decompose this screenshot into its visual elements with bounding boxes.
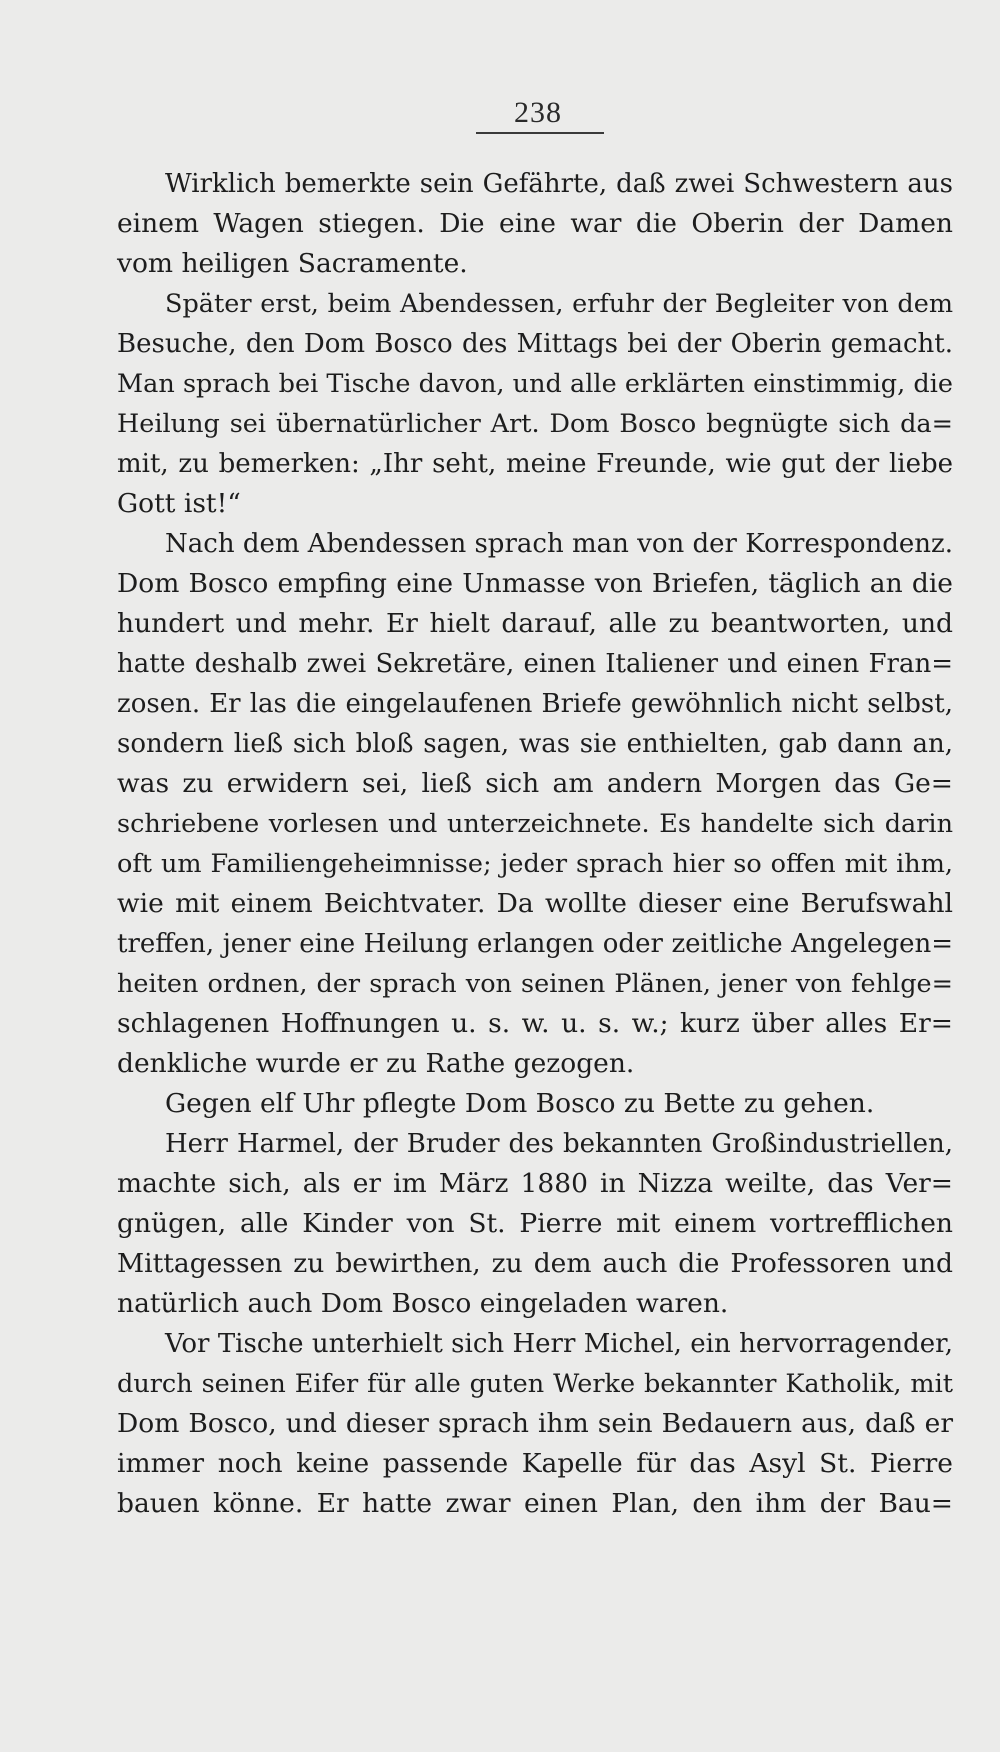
text-line: Mittagessen zu bewirthen, zu dem auch die Professoren und <box>117 1248 953 1279</box>
text-line: natürlich auch Dom Bosco eingeladen waren. <box>117 1288 729 1319</box>
text-line: Man sprach bei Tische davon, und alle erklärten einstimmig, die <box>117 369 953 399</box>
text-line: Dom Bosco, und dieser sprach ihm sein Bedauern aus, daß er <box>117 1408 953 1439</box>
text-line: hundert und mehr. Er hielt darauf, alle zu beantworten, und <box>117 608 953 639</box>
text-line: zosen. Er las die eingelaufenen Briefe gewöhnlich nicht selbst, <box>117 689 953 719</box>
text-line: Nach dem Abendessen sprach man von der Korrespondenz. <box>165 529 953 559</box>
text-line: gnügen, alle Kinder von St. Pierre mit einem vortrefflichen <box>117 1208 953 1239</box>
text-line: Besuche, den Dom Bosco des Mittags bei der Oberin gemacht. <box>117 329 953 359</box>
text-line: oft um Familiengeheimnisse; jeder sprach hier so offen mit ihm, <box>117 849 953 879</box>
text-line: was zu erwidern sei, ließ sich am andern Morgen das Ge= <box>117 768 953 799</box>
text-line: Später erst, beim Abendessen, erfuhr der Begleiter von dem <box>165 289 953 319</box>
text-line: machte sich, als er im März 1880 in Nizza weilte, das Ver= <box>117 1168 953 1199</box>
text-line: treffen, jener eine Heilung erlangen oder zeitliche Angelegen= <box>117 929 953 959</box>
text-line: hatte deshalb zwei Sekretäre, einen Italiener und einen Fran= <box>117 649 953 679</box>
text-line: Dom Bosco empfing eine Unmasse von Briefen, täglich an die <box>117 568 953 599</box>
page-number-container <box>470 96 606 130</box>
text-line: sondern ließ sich bloß sagen, was sie enthielten, gab dann an, <box>117 729 953 759</box>
body-text <box>117 164 953 1524</box>
text-line: wie mit einem Beichtvater. Da wollte dieser eine Berufswahl <box>117 888 953 919</box>
text-line: Vor Tische unterhielt sich Herr Michel, ein hervorragender, <box>165 1329 953 1359</box>
text-line: Gegen elf Uhr pflegte Dom Bosco zu Bette zu gehen. <box>165 1088 875 1119</box>
text-line: heiten ordnen, der sprach von seinen Plänen, jener von fehlge= <box>117 969 953 999</box>
text-line: immer noch keine passende Kapelle für das Asyl St. Pierre <box>117 1448 953 1479</box>
text-line: bauen könne. Er hatte zwar einen Plan, den ihm der Bau= <box>117 1488 953 1519</box>
text-line: einem Wagen stiegen. Die eine war die Oberin der Damen <box>117 208 953 239</box>
text-line: schlagenen Hoffnungen u. s. w. u. s. w.; kurz über alles Er= <box>117 1008 953 1039</box>
page-number-rule <box>476 132 604 134</box>
page-number: 238 <box>514 96 562 129</box>
text-line: denkliche wurde er zu Rathe gezogen. <box>117 1048 635 1079</box>
text-line: Herr Harmel, der Bruder des bekannten Großindustriellen, <box>165 1129 953 1159</box>
text-line: mit, zu bemerken: „Ihr seht, meine Freunde, wie gut der liebe <box>117 449 953 479</box>
text-line: Wirklich bemerkte sein Gefährte, daß zwei Schwestern aus <box>165 169 953 199</box>
text-line: schriebene vorlesen und unterzeichnete. Es handelte sich darin <box>117 809 953 839</box>
text-line: Heilung sei übernatürlicher Art. Dom Bosco begnügte sich da= <box>117 409 953 439</box>
text-line: durch seinen Eifer für alle guten Werke bekannter Katholik, mit <box>117 1369 953 1399</box>
text-line: vom heiligen Sacramente. <box>117 248 468 279</box>
text-line: Gott ist!“ <box>117 488 241 519</box>
